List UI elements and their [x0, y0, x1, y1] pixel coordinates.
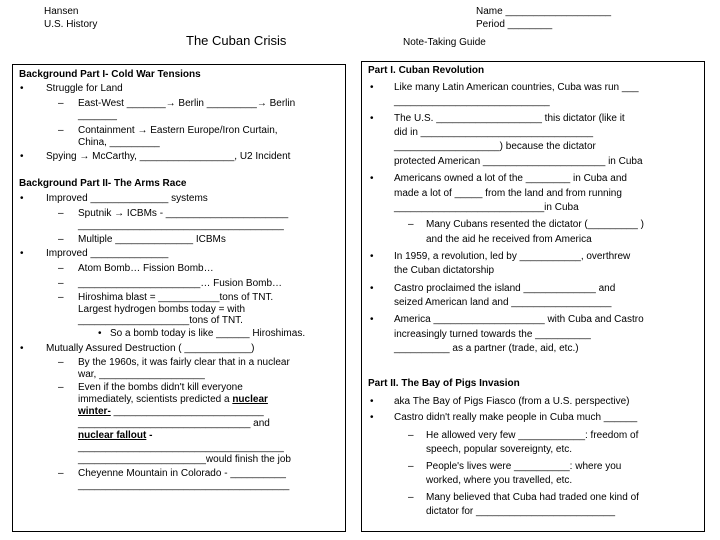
note-line: worked, where you travelled, etc.: [426, 475, 573, 486]
blank-line[interactable]: ___________________________: [113, 406, 264, 417]
bullet: •: [370, 173, 374, 184]
guide-label: Note-Taking Guide: [403, 37, 486, 48]
keyword-nuclear: nuclear: [232, 394, 268, 405]
note-line[interactable]: Like many Latin American countries, Cuba was run ___: [394, 82, 639, 93]
note-line[interactable]: ____________________tons of TNT.: [78, 315, 243, 326]
section-heading-bay-of-pigs: Part II. The Bay of Pigs Invasion: [368, 378, 520, 389]
note-line[interactable]: ______________________… Fusion Bomb…: [78, 278, 283, 289]
bullet: •: [370, 412, 374, 423]
note-line[interactable]: He allowed very few ____________: freedom of: [426, 430, 639, 441]
note-line: [78, 394, 268, 406]
note-line[interactable]: People's lives were __________: where you: [426, 461, 622, 472]
note-line: and the aid he received from America: [426, 234, 592, 245]
note-line[interactable]: ___________________) because the dictator: [394, 141, 596, 152]
note-line: Struggle for Land: [46, 83, 123, 94]
bullet: •: [20, 343, 24, 354]
dash-text: -: [146, 430, 153, 441]
note-line: Atom Bomb… Fission Bomb…: [78, 263, 214, 274]
note-line: the Cuban dictatorship: [394, 265, 495, 276]
dash: –: [58, 125, 64, 136]
section-heading-arms-race: Background Part II- The Arms Race: [19, 178, 187, 189]
teacher-name: Hansen: [44, 6, 79, 17]
dash: –: [58, 208, 64, 219]
course-name: U.S. History: [44, 19, 98, 30]
dash: –: [58, 234, 64, 245]
note-line: Even if the bombs didn't kill everyone: [78, 382, 243, 393]
note-line[interactable]: __________ as a partner (trade, aid, etc.): [394, 343, 579, 354]
bullet: •: [370, 283, 374, 294]
note-line[interactable]: ____________________________: [394, 96, 550, 107]
note-line[interactable]: Many Cubans resented the dictator (_________ ): [426, 219, 644, 230]
note-line[interactable]: made a lot of _____ from the land and from running: [394, 188, 622, 199]
note-line[interactable]: ______________________________________: [78, 480, 290, 491]
bullet: •: [98, 328, 102, 339]
keyword-winter: winter-: [78, 406, 111, 417]
note-line[interactable]: seized American land and __________________: [394, 297, 612, 308]
dash: –: [58, 357, 64, 368]
note-line[interactable]: Hiroshima blast = ___________tons of TNT.: [78, 292, 274, 303]
period-field[interactable]: Period ________: [476, 19, 553, 30]
bullet: •: [370, 314, 374, 325]
note-line[interactable]: war, ___________________: [78, 369, 205, 380]
dash: –: [408, 461, 414, 472]
dash: –: [408, 219, 414, 230]
note-line: Many believed that Cuba had traded one kind of: [426, 492, 639, 503]
dash: –: [58, 292, 64, 303]
note-line[interactable]: Americans owned a lot of the ________ in Cuba and: [394, 173, 627, 184]
note-line[interactable]: Cheyenne Mountain in Colorado - __________: [78, 468, 286, 479]
note-line[interactable]: _______________________________ and: [78, 418, 270, 429]
page-title: The Cuban Crisis: [186, 33, 287, 48]
note-line[interactable]: increasingly turned towards the __________: [394, 329, 591, 340]
dash: –: [58, 382, 64, 393]
note-line[interactable]: East-West _______→ Berlin _________→ Berlin: [78, 98, 296, 109]
bullet: •: [370, 113, 374, 124]
note-line[interactable]: China, _________: [78, 137, 160, 148]
bullet: •: [20, 193, 24, 204]
note-line[interactable]: Improved ______________: [46, 248, 169, 259]
note-line[interactable]: [78, 406, 264, 418]
note-line[interactable]: Castro proclaimed the island _____________ and: [394, 283, 616, 294]
note-line[interactable]: Multiple ______________ ICBMs: [78, 234, 226, 245]
note-line[interactable]: Mutually Assured Destruction ( ____________): [46, 343, 255, 354]
note-line[interactable]: _____________________________________: [78, 220, 284, 231]
note-line[interactable]: dictator for _________________________: [426, 506, 616, 517]
note-line[interactable]: Improved ______________ systems: [46, 193, 208, 204]
keyword-nuclear-fallout: nuclear fallout: [78, 430, 147, 441]
note-line[interactable]: ___________________________in Cuba: [394, 202, 579, 213]
note-line[interactable]: did in _______________________________: [394, 127, 594, 138]
bullet: •: [20, 83, 24, 94]
note-line: [78, 430, 152, 442]
note-line[interactable]: So a bomb today is like ______ Hiroshimas.: [110, 328, 306, 339]
dash: –: [58, 278, 64, 289]
note-line: aka The Bay of Pigs Fiasco (from a U.S. perspective): [394, 396, 630, 407]
note-line: Largest hydrogen bombs today = with: [78, 304, 246, 315]
dash: –: [408, 492, 414, 503]
note-line[interactable]: Castro didn't really make people in Cuba much ______: [394, 412, 638, 423]
section-heading-cuban-revolution: Part I. Cuban Revolution: [368, 65, 485, 76]
bullet: •: [370, 82, 374, 93]
note-line[interactable]: protected American ______________________ in Cuba: [394, 156, 643, 167]
note-line[interactable]: _______________________would finish the job: [78, 454, 291, 465]
note-text: immediately, scientists predicted a: [78, 394, 230, 405]
note-line[interactable]: Sputnik → ICBMs - ______________________: [78, 208, 289, 219]
bullet: •: [20, 151, 24, 162]
note-line[interactable]: America ____________________ with Cuba and Castro: [394, 314, 644, 325]
note-line[interactable]: Spying → McCarthy, _________________, U2 Incident: [46, 151, 291, 162]
note-line[interactable]: The U.S. ___________________ this dictator (like it: [394, 113, 625, 124]
bullet: •: [20, 248, 24, 259]
section-heading-arms-land: Background Part I- Cold War Tensions: [19, 69, 201, 80]
dash: –: [408, 430, 414, 441]
note-line: speech, popular sovereignty, etc.: [426, 444, 573, 455]
dash: –: [58, 263, 64, 274]
note-line[interactable]: _______: [78, 110, 117, 121]
note-line: Containment → Eastern Europe/Iron Curtain,: [78, 125, 278, 136]
dash: –: [58, 98, 64, 109]
bullet: •: [370, 396, 374, 407]
bullet: •: [370, 251, 374, 262]
name-field[interactable]: Name ___________________: [476, 6, 612, 17]
note-line[interactable]: _____________________________________: [78, 442, 284, 453]
note-line: By the 1960s, it was fairly clear that in a nuclear: [78, 357, 290, 368]
note-line[interactable]: In 1959, a revolution, led by ___________, overthrew: [394, 251, 631, 262]
dash: –: [58, 468, 64, 479]
